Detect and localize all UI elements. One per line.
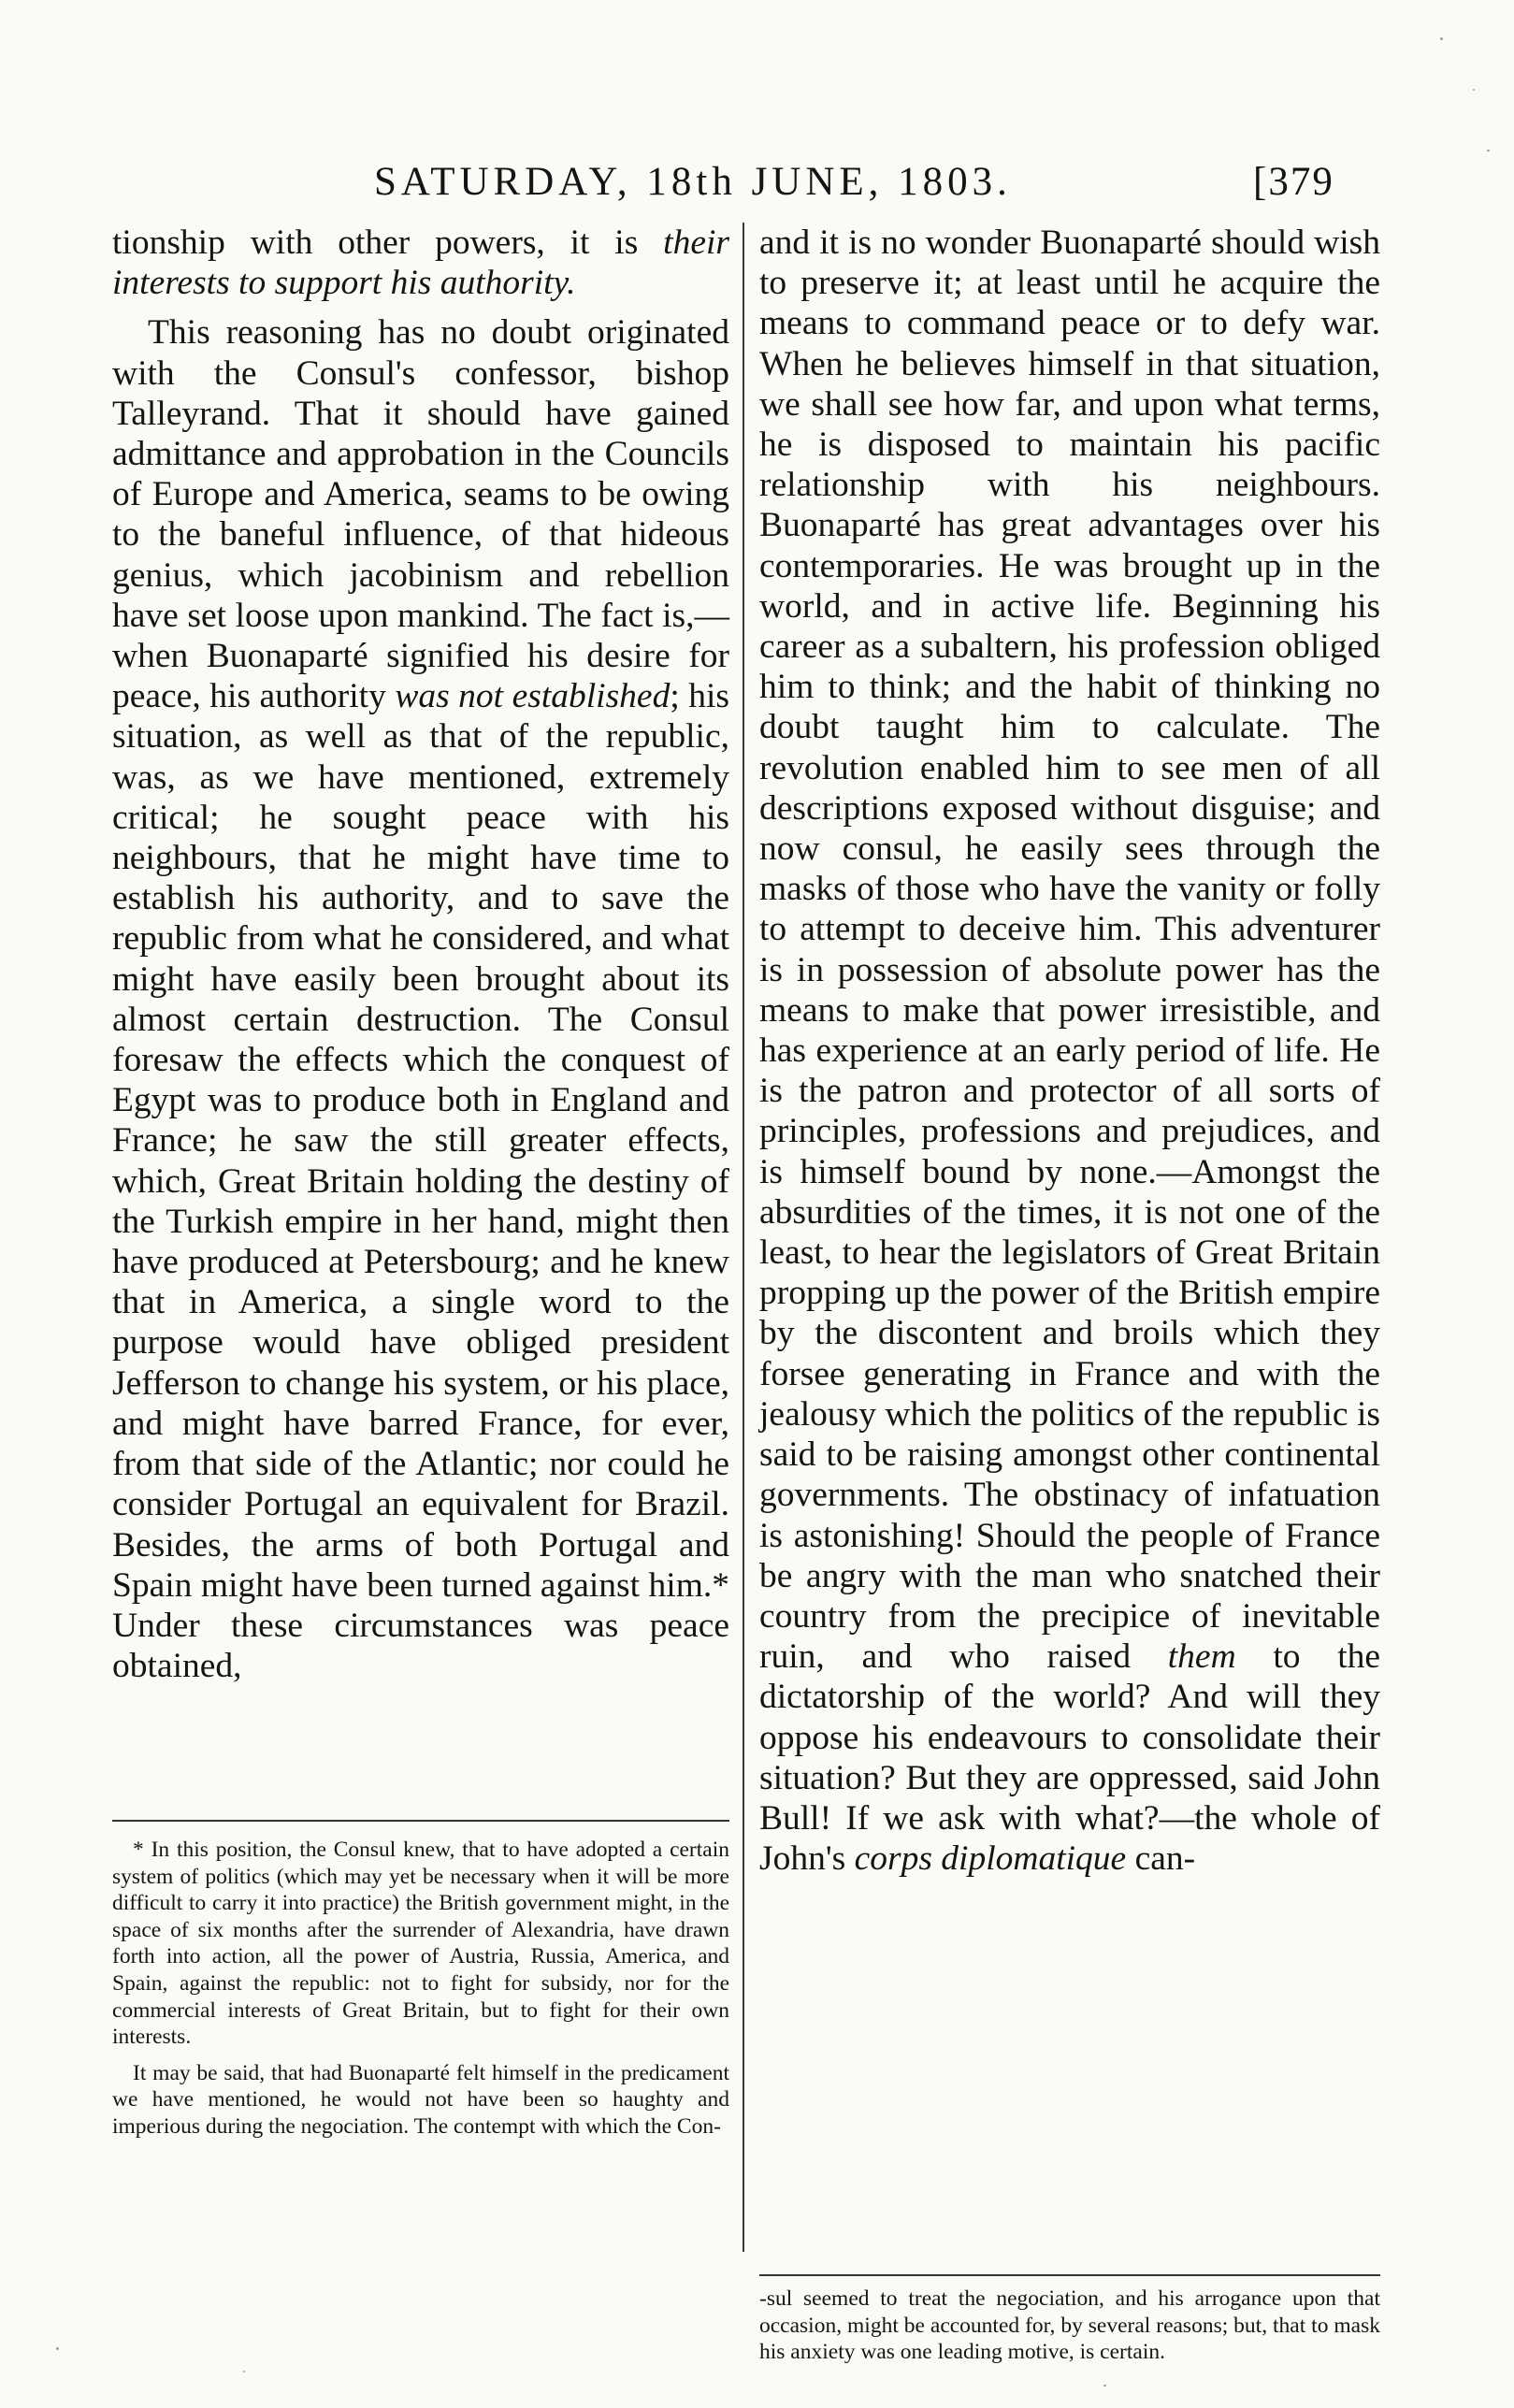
print-speck bbox=[1487, 150, 1490, 151]
left-p1-text: tionship with other powers, it is bbox=[112, 223, 664, 262]
footnote-left bbox=[112, 1837, 729, 2141]
running-head: SATURDAY, 18th JUNE, 1803. bbox=[374, 160, 1012, 204]
footnote-rule-right bbox=[759, 2274, 1380, 2276]
page-number: [379 bbox=[1253, 160, 1334, 204]
footnote-2: It may be said, that had Buonaparté felt himself in the predicament we have mentioned, he would not have been so haughty and imperious during the negociation. The contempt with which the Con- bbox=[112, 2060, 729, 2139]
page-header bbox=[374, 159, 1356, 219]
right-p1-text-b: to the dictatorship of the world? And will they oppose his endeavours to consolidate their situation? But they are oppressed, said John Bull! If we ask with what?—the whole of John's bbox=[759, 1637, 1381, 1879]
print-speck bbox=[56, 2347, 59, 2350]
left-p1-italic: their interests to support his authority. bbox=[112, 223, 729, 303]
left-column bbox=[112, 223, 729, 1686]
left-paragraph-1 bbox=[112, 223, 729, 303]
left-p2-italic: was not established bbox=[395, 677, 670, 716]
print-speck bbox=[243, 2371, 245, 2372]
right-p1-italic-them: them bbox=[1167, 1637, 1236, 1677]
right-p1-text-a: and it is no wonder Buonaparté should wish to preserve it; at least until he acquire the means to command peace or to defy war. When he believes himself in that situation, we shall see how far, and upon what terms, he is disposed to maintain his pacific relationship with his neighbours. Buonaparté has great advantages over his contemporaries. He was brought up in the world, and in active life. Beginning his career as a subaltern, his profession obliged him to think; and the habit of thinking no doubt taught him to calculate. The revolution enabled him to see men of all descriptions exposed without disguise; and now consul, he easily sees through the masks of those who have the vanity or folly to attempt to deceive him. This adventurer is in possession of absolute power has the means to make that power irresistible, and has experience at an early period of life. He is the patron and protector of all sorts of principles, professions and prejudices, and is himself bound by none.—Amongst the absurdities of the times, it is not one of the least, to hear the legislators of Great Britain propping up the power of the British empire by the discontent and broils which they forsee generating in France and with the jealousy which the politics of the republic is said to be raising amongst other continental governments. The obstinacy of infatuation is astonishing! Should the people of France be angry with the man who snatched their country from the precipice of inevitable ruin, and who raised bbox=[759, 223, 1380, 1677]
column-divider bbox=[743, 223, 744, 2252]
print-speck bbox=[1440, 37, 1443, 40]
right-column bbox=[759, 223, 1380, 1879]
footnote-1: * In this position, the Consul knew, that to have adopted a certain system of politics (which may yet be necessary when it will be more difficult to carry it into practice) the British government might, in the space of six months after the surrender of Alexandria, have drawn forth into action, all the power of Austria, Russia, America, and Spain, against the republic: not to fight for subsidy, nor for the commercial interests of Great Britain, but to fight for their own interests. bbox=[112, 1838, 729, 2050]
footnote-rule-left bbox=[112, 1820, 729, 1822]
print-speck bbox=[1473, 89, 1475, 91]
left-p2-text-b: ; his situation, as well as that of the republic, was, as we have mentioned, extremely critical; he sought peace with his neighbours, that he might have time to establish his authority, and to save the republic from what he considered, and what might have easily been brought about its almost certain destruction. The Consul foresaw the effects which the conquest of Egypt was to produce both in England and France; he saw the still greater effects, which, Great Britain holding the destiny of the Turkish empire in her hand, might then have produced at Petersbourg; and he knew that in America, a single word to the purpose would have obliged president Jefferson to change his system, or his place, and might have barred France, for ever, from that side of the Atlantic; nor could he consider Portugal an equivalent for Brazil. Besides, the arms of both Portugal and Spain might have been turned against him.* Under these circumstances was peace obtained, bbox=[112, 677, 729, 1686]
left-p2-text-a: This reasoning has no doubt originated with the Consul's confessor, bishop Talleyrand. That it should have gained admittance and approbation in the Councils of Europe and America, seams to be owing to the baneful influence, of that hideous genius, which jacobinism and rebellion have set loose upon mankind. The fact is,—when Buonaparté signified his desire for peace, his authority bbox=[112, 313, 729, 716]
footnote-continuation: -sul seemed to treat the negociation, and his arrogance upon that occasion, might be accounted for, by several reasons; but, that to mask his anxiety was one leading motive, is certain. bbox=[759, 2286, 1380, 2365]
footnote-right bbox=[759, 2285, 1380, 2366]
right-paragraph-1 bbox=[759, 223, 1380, 1879]
right-p1-italic-corps: corps diplomatique bbox=[854, 1839, 1127, 1879]
print-speck bbox=[1103, 2385, 1106, 2386]
right-p1-text-c: can- bbox=[1126, 1839, 1196, 1879]
left-paragraph-2 bbox=[112, 312, 729, 1686]
